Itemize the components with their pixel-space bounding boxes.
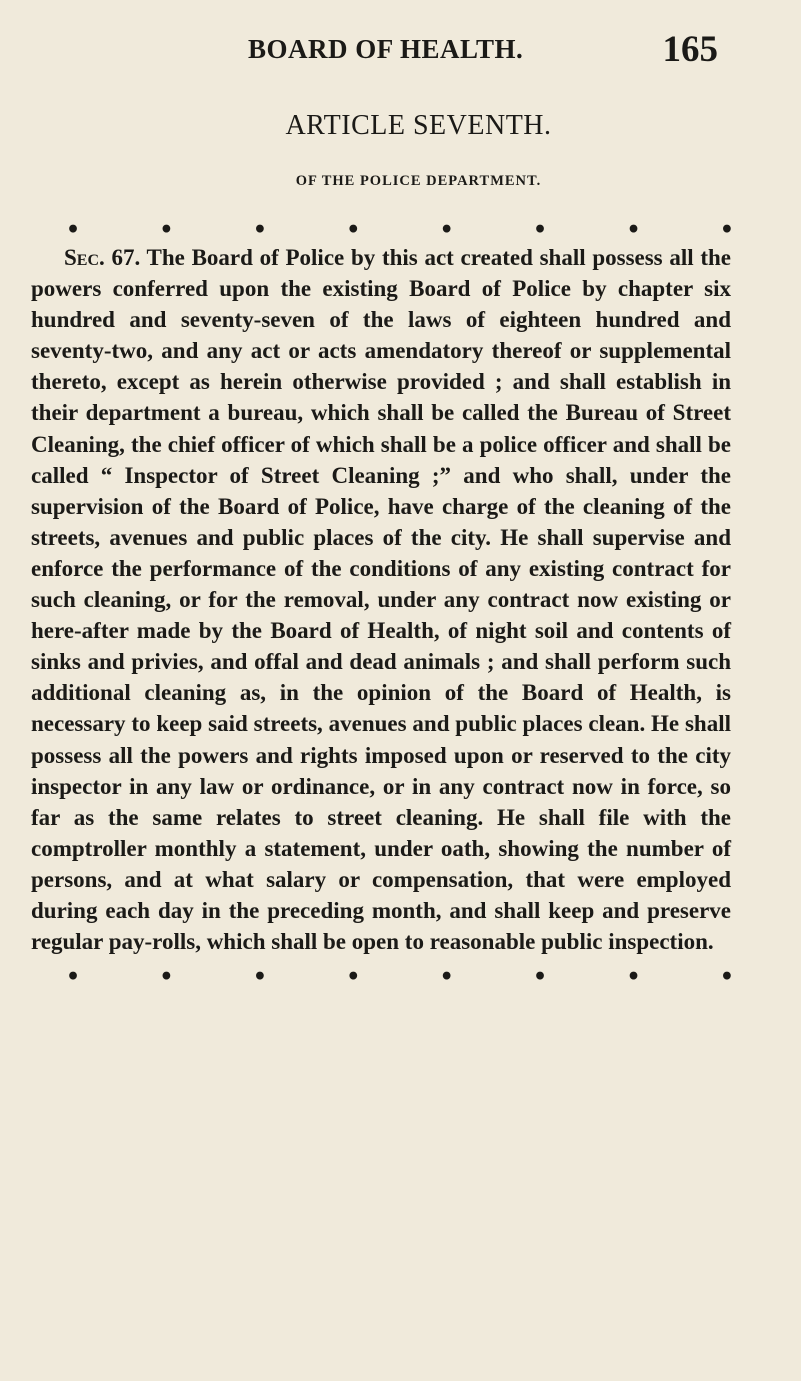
section-label: Sec. 67.: [64, 245, 141, 270]
ellipsis-dot: •: [626, 964, 641, 990]
ellipsis-dot: •: [346, 964, 361, 990]
ellipsis-dot: •: [719, 964, 734, 990]
ellipsis-dot: •: [533, 217, 548, 243]
ellipsis-row-bottom: [66, 964, 734, 990]
ellipsis-dot: •: [252, 964, 267, 990]
ellipsis-dot: •: [159, 964, 174, 990]
ellipsis-dot: •: [159, 217, 174, 243]
ellipsis-dot: •: [252, 217, 267, 243]
ellipsis-dot: •: [439, 217, 454, 243]
ellipsis-dot: •: [626, 217, 641, 243]
ellipsis-dot: •: [66, 964, 81, 990]
ellipsis-dot: •: [66, 217, 81, 243]
section-text: The Board of Police by this act created shall possess all the powers conferred upon the existing Board of Police by chapter six hundred and seventy-seven of the laws of eighteen hundred and seventy-two, and any act or acts amendatory thereof or supplemental thereto, except as herein otherwise provided ; and shall establish in their department a bureau, which shall be called the Bureau of Street Cleaning, the chief officer of which shall be a police officer and shall be called “ Inspector of Street Cleaning ;” and who shall, under the supervision of the Board of Police, have charge of the cleaning of the streets, avenues and public places of the city. He shall supervise and enforce the performance of the conditions of any existing contract for such cleaning, or for the removal, under any contract now existing or here-after made by the Board of Health, of night soil and contents of sinks and privies, and offal and dead animals ; and shall perform such additional cleaning as, in the opinion of the Board of Health, is necessary to keep said streets, avenues and public places clean. He shall possess all the powers and rights imposed upon or reserved to the city inspector in any law or ordinance, or in any contract now in force, so far as the same relates to street cleaning. He shall file with the comptroller monthly a statement, under oath, showing the number of persons, and at what salary or compensation, that were employed during each day in the preceding month, and shall keep and preserve regular pay-rolls, which shall be open to reasonable public inspection.: [31, 245, 731, 955]
article-title: ARTICLE SEVENTH.: [285, 110, 552, 141]
section-paragraph: [31, 242, 731, 957]
page-number: 165: [662, 29, 718, 70]
ellipsis-dot: •: [346, 217, 361, 243]
article-subtitle: OF THE POLICE DEPARTMENT.: [295, 173, 542, 189]
ellipsis-dot: •: [719, 217, 734, 243]
running-head: [248, 29, 718, 74]
ellipsis-dot: •: [533, 964, 548, 990]
ellipsis-dot: •: [439, 964, 454, 990]
running-head-title: BOARD OF HEALTH.: [248, 34, 524, 64]
ellipsis-row-top: [66, 217, 734, 243]
